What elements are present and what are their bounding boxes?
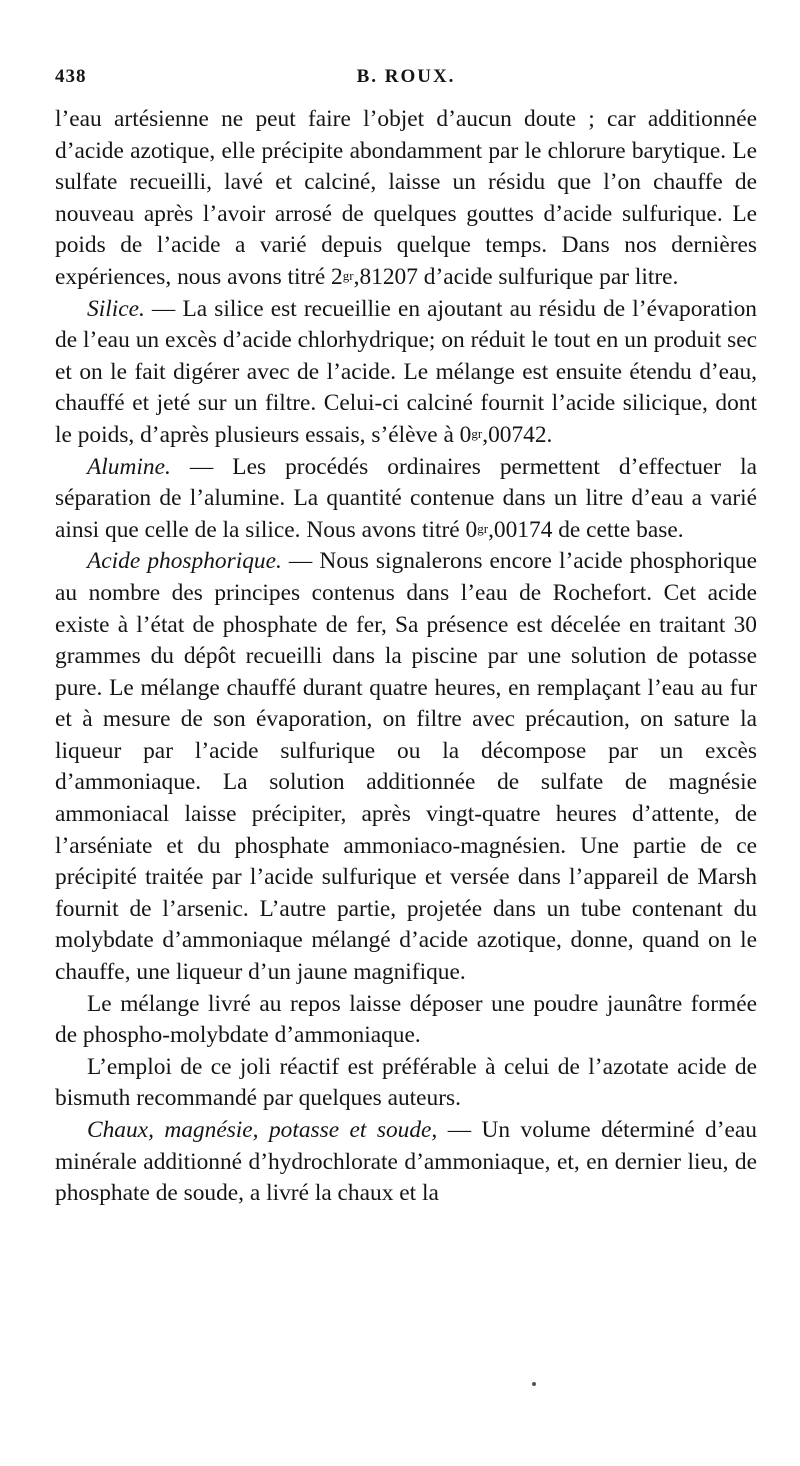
section-title-chaux: Chaux, magnésie, potasse et soude, (87, 1117, 438, 1143)
paragraph-silice: Silice. — La silice est recueillie en ajoutant au résidu de l’évaporation de l’eau un excès d’acide chlorhydrique; on réduit le tout en un produit sec et on le fait digérer avec de l’acide. Le mélange est ensuite étendu d’eau, chauffé et jeté sur un filtre. Celui-ci calciné fournit l’acide silicique, dont le poids, d’après plusieurs essais, s’élève à $0^{gr},00742$. (55, 295, 757, 448)
page-header (55, 66, 757, 96)
paragraph-chaux: Chaux, magnésie, potasse et soude, — Un volume déterminé d’eau minérale additionné d’hydrochlorate d’ammoniaque, et, en dernier lieu, de phosphate de soude, a livré la chaux et la (55, 1117, 757, 1207)
paragraph-acide-phosphorique: Acide phosphorique. — Nous signalerons encore l’acide phosphorique au nombre des principes contenus dans l’eau de Rochefort. Cet acide existe à l’état de phosphate de fer, Sa présence est décelée en traitant 30 grammes du dépôt recueilli dans la piscine par une solution de potasse pure. Le mélange chauffé durant quatre heures, en remplaçant l’eau au fur et à mesure de son évaporation, on filtre avec précaution, on sature la liqueur par l’acide sulfurique ou la décompose par un excès d’ammoniaque. La solution additionnée de sulfate de magnésie ammoniacal laisse précipiter, après vingt-quatre heures d’attente, de l’arséniate et du phosphate ammoniaco-magnésien. Une partie de ce précipité traitée par l’acide sulfurique et versée dans l’appareil de Marsh fournit de l’arsenic. L’autre partie, projetée dans un tube contenant du molybdate d’ammoniaque mélangé d’acide azotique, donne, quand on le chauffe, une liqueur d’un jaune magnifique. (55, 548, 758, 986)
section-title-silice: Silice. (87, 295, 145, 322)
body-text (55, 104, 757, 1210)
print-speck (532, 1382, 536, 1386)
section-title-acide-phosphorique: Acide phosphorique. (87, 548, 282, 575)
paragraph-alumine: Alumine. — Les procédés ordinaires permettent d’effectuer la séparation de l’alumine. La quantité contenue dans un litre d’eau a varié ainsi que celle de la silice. Nous avons titré $0^{gr},00174$ de cette base. (55, 453, 757, 543)
paragraph-reactif: L’emploi de ce joli réactif est préférable à celui de l’azotate acide de bismuth recommandé par quelques auteurs. (55, 1053, 757, 1112)
section-title-alumine: Alumine. (87, 453, 171, 480)
paragraph-sulfuric-acid: l’eau artésienne ne peut faire l’objet d’aucun doute ; car additionnée d’acide azotique, elle précipite abondamment par le chlorure barytique. Le sulfate recueilli, lavé et calciné, laisse un résidu que l’on chauffe de nouveau après l’avoir arrosé de quelques gouttes d’acide sulfurique. Le poids de l’acide a varié depuis quelque temps. Dans nos dernières expériences, nous avons titré $2^{gr},81207$ d’acide sulfurique par litre. (55, 106, 757, 290)
page-number: 438 (55, 66, 87, 87)
page (55, 66, 757, 1210)
paragraph-melange: Le mélange livré au repos laisse déposer une poudre jaunâtre formée de phospho-molybdate d’ammoniaque. (55, 990, 757, 1049)
running-head: B. ROUX. (356, 66, 456, 87)
